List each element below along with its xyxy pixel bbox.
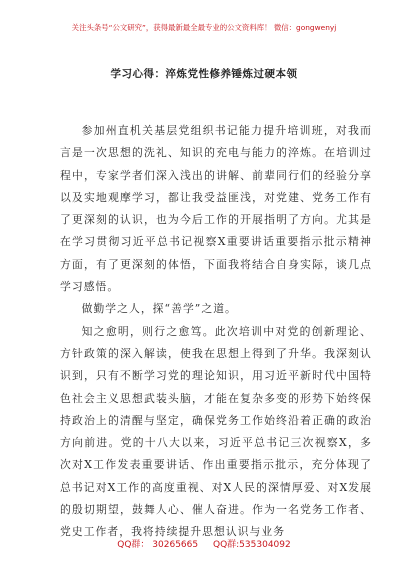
paragraph-intro: 参加州直机关基层党组织书记能力提升培训班，对我而言是一次思想的洗礼、知识的充电与能力的淬炼。在培训过程中，专家学者们深入浅出的讲解、前辈同行们的经验分享以及实地观摩学习，都让我受益匪浅，对党建、党务工作有了更深刻的认识，也为今后工作的开展指明了方向。尤其是在学习贯彻习近平总书记视察X重要讲话重要指示批示精神方面，有了更深刻的体悟，下面我将结合自身实际，谈几点学习感悟。 — [60, 124, 372, 294]
footer-qq-group-1: QQ群： 30265665 — [117, 540, 199, 550]
document-body — [60, 120, 372, 544]
paragraph-heading: 做勤学之人，探“善学”之道。 — [81, 302, 237, 316]
header-note: 关注头条号“公文研究”，获得最新最全最专业的公文资料库！ 微信：gongwenyj — [71, 23, 337, 32]
paragraph-main: 知之愈明，则行之愈笃。此次培训中对党的创新理论、方针政策的深入解读，使我在思想上得到了升华。我深刻认识到，只有不断学习党的理论知识，用习近平新时代中国特色社会主义思想武装头脑，才能在复杂多变的形势下始终保持政治上的清醒与坚定，确保党务工作始终沿着正确的政治方向前进。党的十八大以来，习近平总书记三次视察X，多次对X工作发表重要讲话、作出重要指示批示，充分体现了总书记对X工作的高度重视、对X人民的深情厚爱、对X发展的殷切期望，鼓舞人心、催人奋进。作为一名党务工作者、党史工作者，我将持续提升思想认识与业务 — [60, 324, 372, 539]
footer-contacts — [0, 537, 408, 550]
footer-qq-group-2: QQ群:535304092 — [212, 540, 291, 550]
document-title: 学习心得：淬炼党性修养锤炼过硬本领 — [110, 68, 298, 80]
